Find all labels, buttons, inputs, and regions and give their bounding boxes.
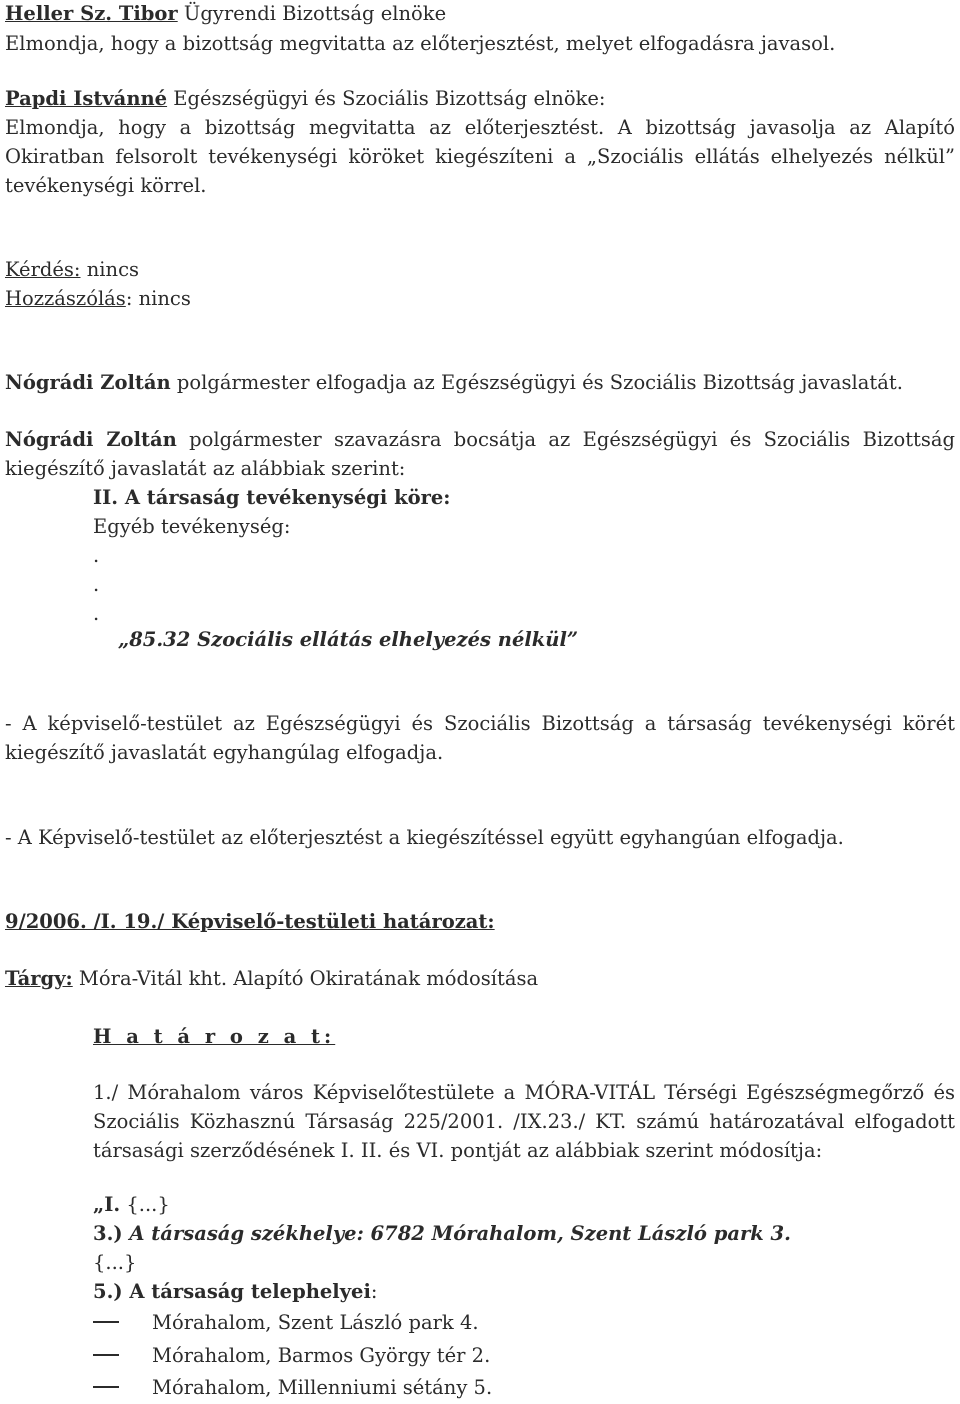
site-address: Mórahalom, Millenniumi sétány 5. (152, 1376, 493, 1399)
speaker-role: Ügyrendi Bizottság elnöke (177, 2, 447, 25)
dot-line: . (93, 544, 100, 567)
ellipsis-line: {...} (93, 1251, 137, 1274)
section-3-line (93, 1222, 791, 1246)
speaker-role: Egészségügyi és Szociális Bizottság elnöke: (167, 87, 606, 110)
speaker-name: Papdi Istvánné (5, 87, 168, 110)
paragraph-line: - A képviselő-testület az Egészségügyi és Szociális Bizottság a társaság tevékenységi körét (5, 712, 955, 735)
paragraph-line: Elmondja, hogy a bizottság megvitatta az előterjesztést, melyet elfogadásra javasol. (5, 32, 836, 55)
paragraph-line: kiegészítő javaslatát az alábbiak szerint: (5, 457, 406, 480)
site-address: Mórahalom, Szent László park 4. (152, 1311, 479, 1334)
decision-heading: H a t á r o z a t: (93, 1025, 336, 1048)
comment-value: : nincs (125, 287, 191, 310)
mayor-name: Nógrádi Zoltán (5, 428, 177, 451)
dash-bullet-icon (93, 1321, 119, 1323)
mayor-name: Nógrádi Zoltán (5, 371, 171, 394)
activity-code: „85.32 Szociális ellátás elhelyezés nélkül” (118, 628, 579, 651)
question-line (5, 258, 139, 282)
other-activity-label: Egyéb tevékenység: (93, 515, 291, 538)
comment-label: Hozzászólás (5, 287, 126, 310)
mayor-vote-line (5, 428, 955, 452)
list-item (93, 1344, 490, 1368)
section-3-label: 3.) (93, 1222, 123, 1245)
section-5-colon: : (370, 1280, 378, 1303)
dash-bullet-icon (93, 1386, 119, 1388)
resolution-title: 9/2006. /I. 19./ Képviselő-testületi határozat: (5, 910, 495, 933)
section-1-label: „I. (93, 1193, 121, 1216)
paragraph-line: Szociális Közhasznú Társaság 225/2001. /IX.23./ KT. számú határozatával elfogadott (93, 1110, 955, 1133)
section-5-line (93, 1280, 377, 1304)
paragraph-line: társasági szerződésének I. II. és VI. pontját az alábbiak szerint módosítja: (93, 1139, 823, 1162)
paragraph-line: - A Képviselő-testület az előterjesztést a kiegészítéssel együtt egyhangúan elfogadja. (5, 826, 844, 849)
paragraph-line: kiegészítő javaslatát egyhangúlag elfogadja. (5, 741, 444, 764)
site-address: Mórahalom, Barmos György tér 2. (152, 1344, 491, 1367)
list-item (93, 1376, 492, 1400)
section-5-label: 5.) A társaság telephelyei (93, 1280, 371, 1303)
subject-text: Móra-Vitál kht. Alapító Okiratának módosítása (72, 967, 539, 990)
dot-line: . (93, 573, 100, 596)
paragraph-line: tevékenységi körrel. (5, 174, 207, 197)
mayor-accept-line (5, 371, 903, 395)
comment-line (5, 287, 191, 311)
section-1-ellipsis: {...} (120, 1193, 170, 1216)
subject-label: Tárgy: (5, 967, 73, 990)
paragraph-line: Elmondja, hogy a bizottság megvitatta az előterjesztést. A bizottság javasolja az Alapító (5, 116, 955, 139)
dot-line: . (93, 602, 100, 625)
speaker-line-heller (5, 2, 446, 26)
mayor-vote-text: polgármester szavazásra bocsátja az Egészségügyi és Szociális Bizottság (176, 428, 955, 451)
section-3-text: A társaság székhelye: 6782 Mórahalom, Szent László park 3. (122, 1222, 791, 1245)
speaker-line-papdi (5, 87, 606, 111)
paragraph-line: 1./ Mórahalom város Képviselőtestülete a MÓRA-VITÁL Térségi Egészségmegőrző és (93, 1081, 955, 1104)
question-label: Kérdés: (5, 258, 81, 281)
dash-bullet-icon (93, 1354, 119, 1356)
question-value: nincs (80, 258, 139, 281)
speaker-name: Heller Sz. Tibor (5, 2, 178, 25)
subject-line (5, 967, 538, 991)
mayor-accept-text: polgármester elfogadja az Egészségügyi és Szociális Bizottság javaslatát. (170, 371, 903, 394)
list-item (93, 1311, 479, 1335)
section-1-line (93, 1193, 170, 1217)
paragraph-line: Okiratban felsorolt tevékenységi köröket kiegészíteni a „Szociális ellátás elhelyezés nélkül” (5, 145, 955, 168)
scope-heading: II. A társaság tevékenységi köre: (93, 486, 451, 509)
